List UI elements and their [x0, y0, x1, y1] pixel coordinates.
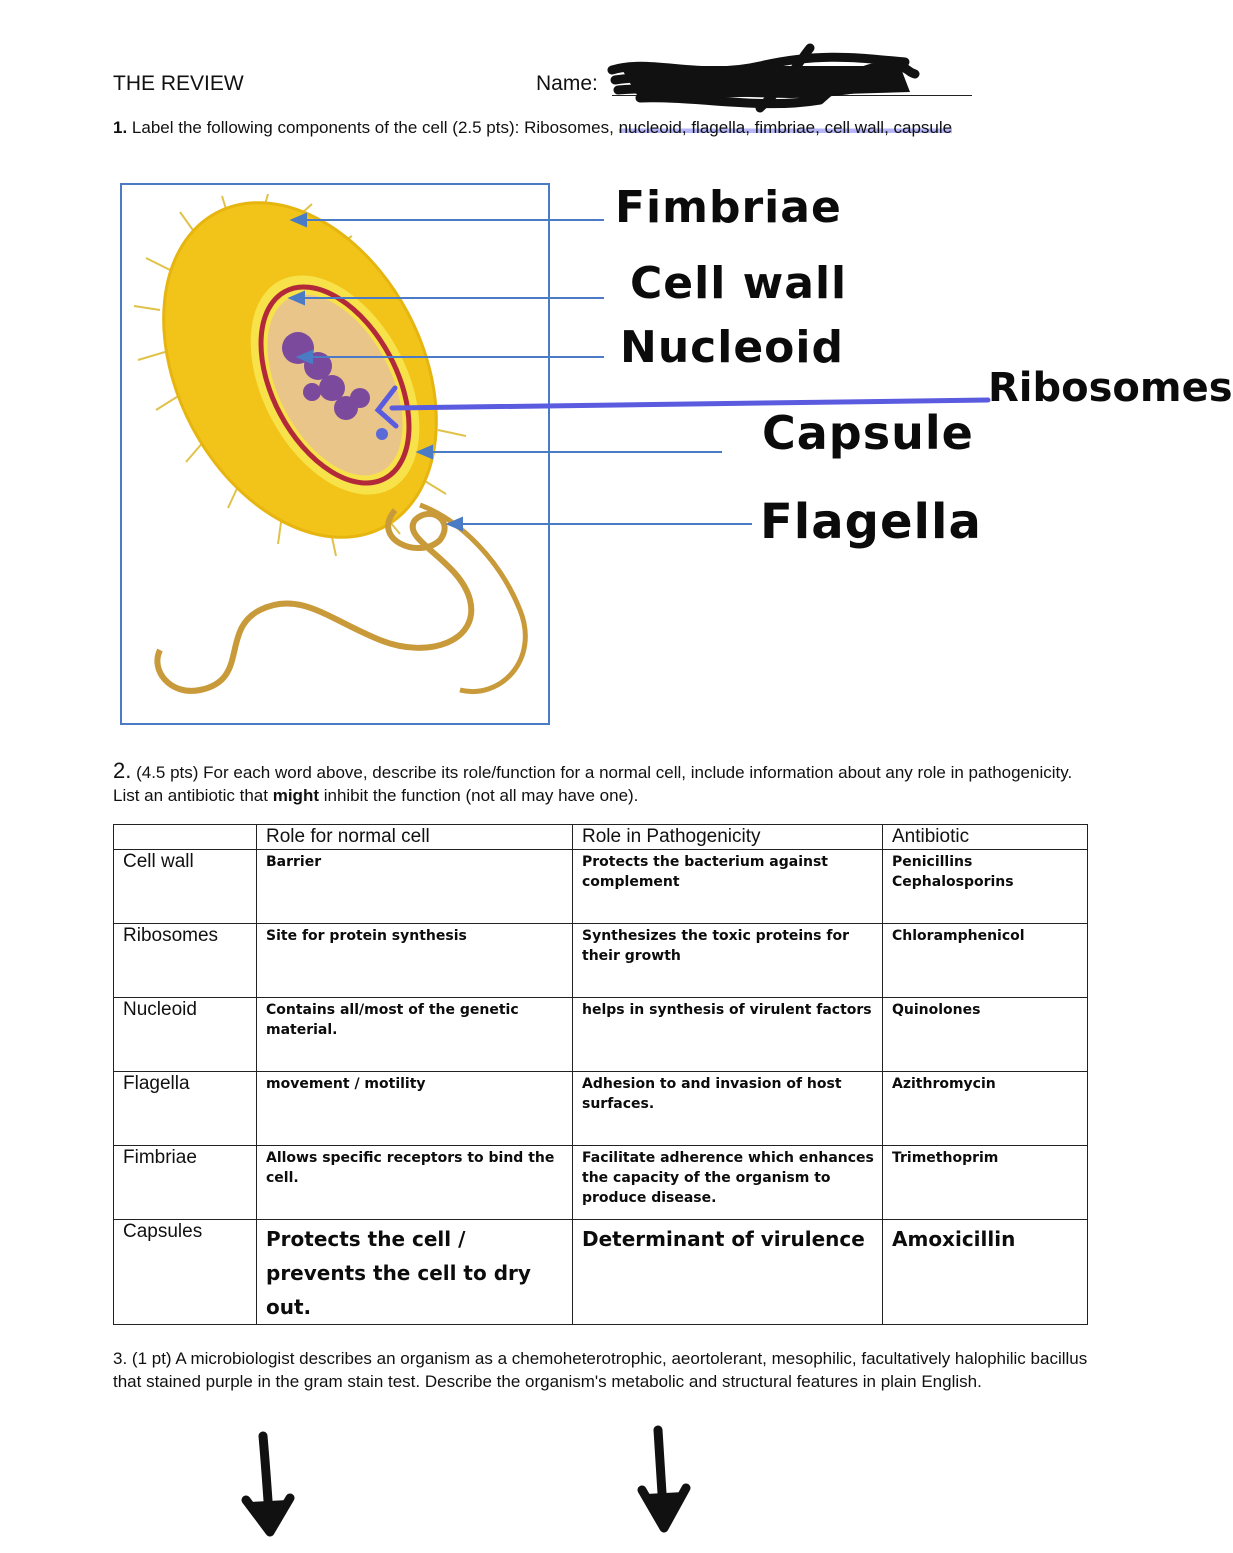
antibiotic-answer: Amoxicillin — [892, 1227, 1016, 1251]
antibiotic-answer: Penicillins Cephalosporins — [892, 854, 1014, 890]
table-row — [114, 1072, 1088, 1146]
label-cell-wall: Cell wall — [630, 258, 848, 309]
table-header-cell: Role in Pathogenicity — [573, 825, 883, 850]
question-1-highlighted-terms: nucleoid, flagella, fimbriae, cell wall, capsule — [618, 118, 953, 137]
question-1-text: Label the following components of the cell (2.5 pts): Ribosomes, — [127, 118, 619, 137]
table-header-cell — [114, 825, 257, 850]
role-answer: Barrier — [266, 854, 322, 870]
label-ribosomes: Ribosomes — [988, 365, 1233, 411]
component-name: Capsules — [114, 1220, 257, 1325]
down-arrow-right — [658, 1430, 664, 1525]
table-header-cell: Role for normal cell — [257, 825, 573, 850]
question-1-number: 1. — [113, 118, 128, 137]
ribosome-dot — [376, 428, 388, 440]
role-answer: Allows specific receptors to bind the cell. — [266, 1150, 555, 1186]
role-answer: Site for protein synthesis — [266, 928, 467, 944]
question-2-text: (4.5 pts) For each word above, describe its role/function for a normal cell, include information about any role in pathogenicity. List an antibiotic that — [113, 763, 1073, 805]
pathogenicity-answer: Synthesizes the toxic proteins for their growth — [582, 928, 849, 964]
pathogenicity-answer: Protects the bacterium against complement — [582, 854, 828, 890]
pathogenicity-answer: Facilitate adherence which enhances the capacity of the organism to produce disease. — [582, 1150, 874, 1206]
role-answer: Contains all/most of the genetic material. — [266, 1002, 519, 1038]
table-row — [114, 850, 1088, 924]
pathogenicity-answer: Adhesion to and invasion of host surfaces. — [582, 1076, 842, 1112]
table-row — [114, 1220, 1088, 1325]
question-2-number: 2. — [113, 758, 132, 783]
worksheet-title: THE REVIEW — [113, 72, 244, 95]
antibiotic-answer: Azithromycin — [892, 1076, 996, 1092]
name-label: Name: — [536, 72, 598, 95]
role-answer: movement / motility — [266, 1076, 426, 1092]
pathogenicity-answer: Determinant of virulence — [582, 1227, 865, 1251]
pathogenicity-answer: helps in synthesis of virulent factors — [582, 1002, 872, 1018]
table-row — [114, 1146, 1088, 1220]
down-arrow-left — [263, 1436, 270, 1530]
component-name: Flagella — [114, 1072, 257, 1146]
label-capsule: Capsule — [762, 406, 974, 460]
question-2-bold-word: might — [272, 786, 319, 805]
component-name: Ribosomes — [114, 924, 257, 998]
question-2-text-end: inhibit the function (not all may have one). — [319, 786, 639, 805]
role-answer: Protects the cell / prevents the cell to dry out. — [266, 1227, 531, 1319]
table-header-row — [114, 825, 1088, 850]
component-name: Nucleoid — [114, 998, 257, 1072]
component-name: Fimbriae — [114, 1146, 257, 1220]
question-3 — [113, 1347, 1098, 1393]
table-header-cell: Antibiotic — [883, 825, 1088, 850]
antibiotic-answer: Quinolones — [892, 1002, 981, 1018]
label-flagella: Flagella — [760, 494, 982, 550]
question-3-text: (1 pt) A microbiologist describes an organism as a chemoheterotrophic, aeortolerant, mesophilic, facultatively halophilic bacillus that stained purple in the gram stain test. Describe the organism's metabolic and structural features in plain English. — [113, 1349, 1088, 1391]
antibiotic-answer: Chloramphenicol — [892, 928, 1025, 944]
label-nucleoid: Nucleoid — [620, 322, 844, 373]
component-name: Cell wall — [114, 850, 257, 924]
question-2 — [113, 759, 1093, 807]
table-row — [114, 998, 1088, 1072]
antibiotic-answer: Trimethoprim — [892, 1150, 999, 1166]
table-row — [114, 924, 1088, 998]
question-3-number: 3. — [113, 1349, 128, 1368]
label-fimbriae: Fimbriae — [615, 182, 842, 233]
components-table — [113, 824, 1088, 1325]
